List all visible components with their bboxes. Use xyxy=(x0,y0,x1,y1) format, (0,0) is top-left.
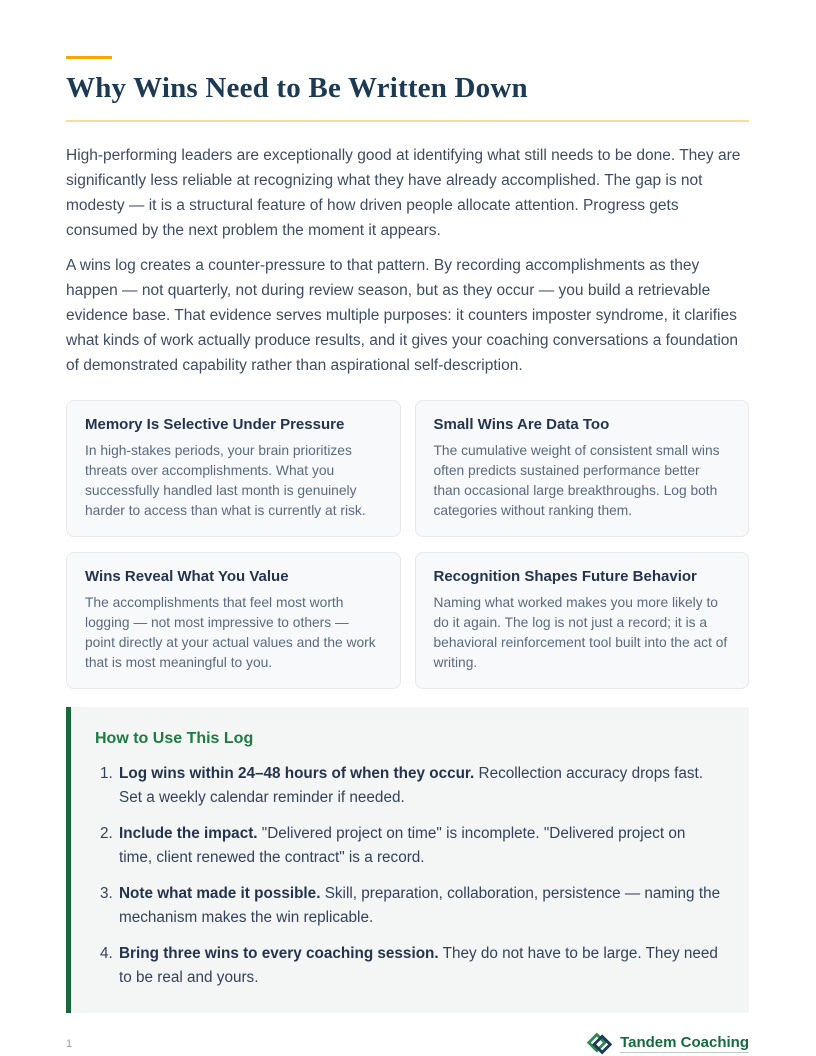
list-item-rest: They do not have to be large. They need to be real and yours. xyxy=(119,945,718,986)
card-title: Small Wins Are Data Too xyxy=(433,416,610,433)
insight-card-grid xyxy=(66,400,749,689)
brand-name: Tandem Coaching xyxy=(620,1034,749,1051)
list-item xyxy=(117,822,721,869)
tandem-diamond-logo-icon xyxy=(586,1031,613,1056)
how-to-use-callout xyxy=(66,707,749,1013)
card-wins-reveal-value xyxy=(66,552,401,689)
card-title: Recognition Shapes Future Behavior xyxy=(433,568,697,585)
card-title: Wins Reveal What You Value xyxy=(85,568,289,585)
card-body: In high-stakes periods, your brain prioritizes threats over accomplishments. What you successfully handled last month is genuinely harder to access than what is currently at risk. xyxy=(85,443,366,518)
instruction-list xyxy=(95,762,721,989)
card-body: The accomplishments that feel most worth logging — not most impressive to others — point directly at your actual values and the work that is most meaningful to you. xyxy=(85,595,376,670)
page-footer xyxy=(66,1031,749,1056)
page-number: 1 xyxy=(66,1037,73,1050)
brand-link[interactable] xyxy=(586,1031,749,1056)
card-small-wins xyxy=(415,400,750,537)
list-item-lead: Bring three wins to every coaching session. xyxy=(119,945,439,962)
card-body: The cumulative weight of consistent small wins often predicts sustained performance better than occasional large breakthroughs. Log both categories without ranking them. xyxy=(433,443,720,518)
accent-bar xyxy=(66,56,112,59)
list-item-lead: Include the impact. xyxy=(119,825,258,842)
intro-paragraph-2: A wins log creates a counter-pressure to that pattern. By recording accomplishments as they happen — not quarterly, not during review season, but as they occur — you build a retrievable evidence base. That evidence serves multiple purposes: it counters imposter syndrome, it clarifies what kinds of work actually produce results, and it gives your coaching conversations a foundation of demonstrated capability rather than aspirational self-description. xyxy=(66,257,739,374)
list-item-lead: Log wins within 24–48 hours of when they occur. xyxy=(119,765,475,782)
list-item xyxy=(117,882,721,929)
list-item xyxy=(117,762,721,809)
list-item xyxy=(117,942,721,989)
list-item-lead: Note what made it possible. xyxy=(119,885,321,902)
card-recognition-behavior xyxy=(415,552,750,689)
page-title: Why Wins Need to Be Written Down xyxy=(66,72,749,122)
card-title: Memory Is Selective Under Pressure xyxy=(85,416,345,433)
list-item-rest: "Delivered project on time" is incomplete. "Delivered project on time, client renewed the contract" is a record. xyxy=(119,825,686,866)
card-memory-selective xyxy=(66,400,401,537)
callout-title: How to Use This Log xyxy=(95,730,254,747)
card-body: Naming what worked makes you more likely to do it again. The log is not just a record; it is a behavioral reinforcement tool built into the act of writing. xyxy=(433,595,728,670)
list-item-rest: Skill, preparation, collaboration, persistence — naming the mechanism makes the win replicable. xyxy=(119,885,721,926)
intro-section xyxy=(66,122,749,378)
intro-paragraph-1: High-performing leaders are exceptionally good at identifying what still needs to be done. They are significantly less reliable at recognizing what they have already accomplished. The gap is not modesty — it is a structural feature of how driven people allocate attention. Progress gets consumed by the next problem the moment it appears. xyxy=(66,147,741,239)
list-item-rest: Recollection accuracy drops fast. Set a weekly calendar reminder if needed. xyxy=(119,765,704,806)
